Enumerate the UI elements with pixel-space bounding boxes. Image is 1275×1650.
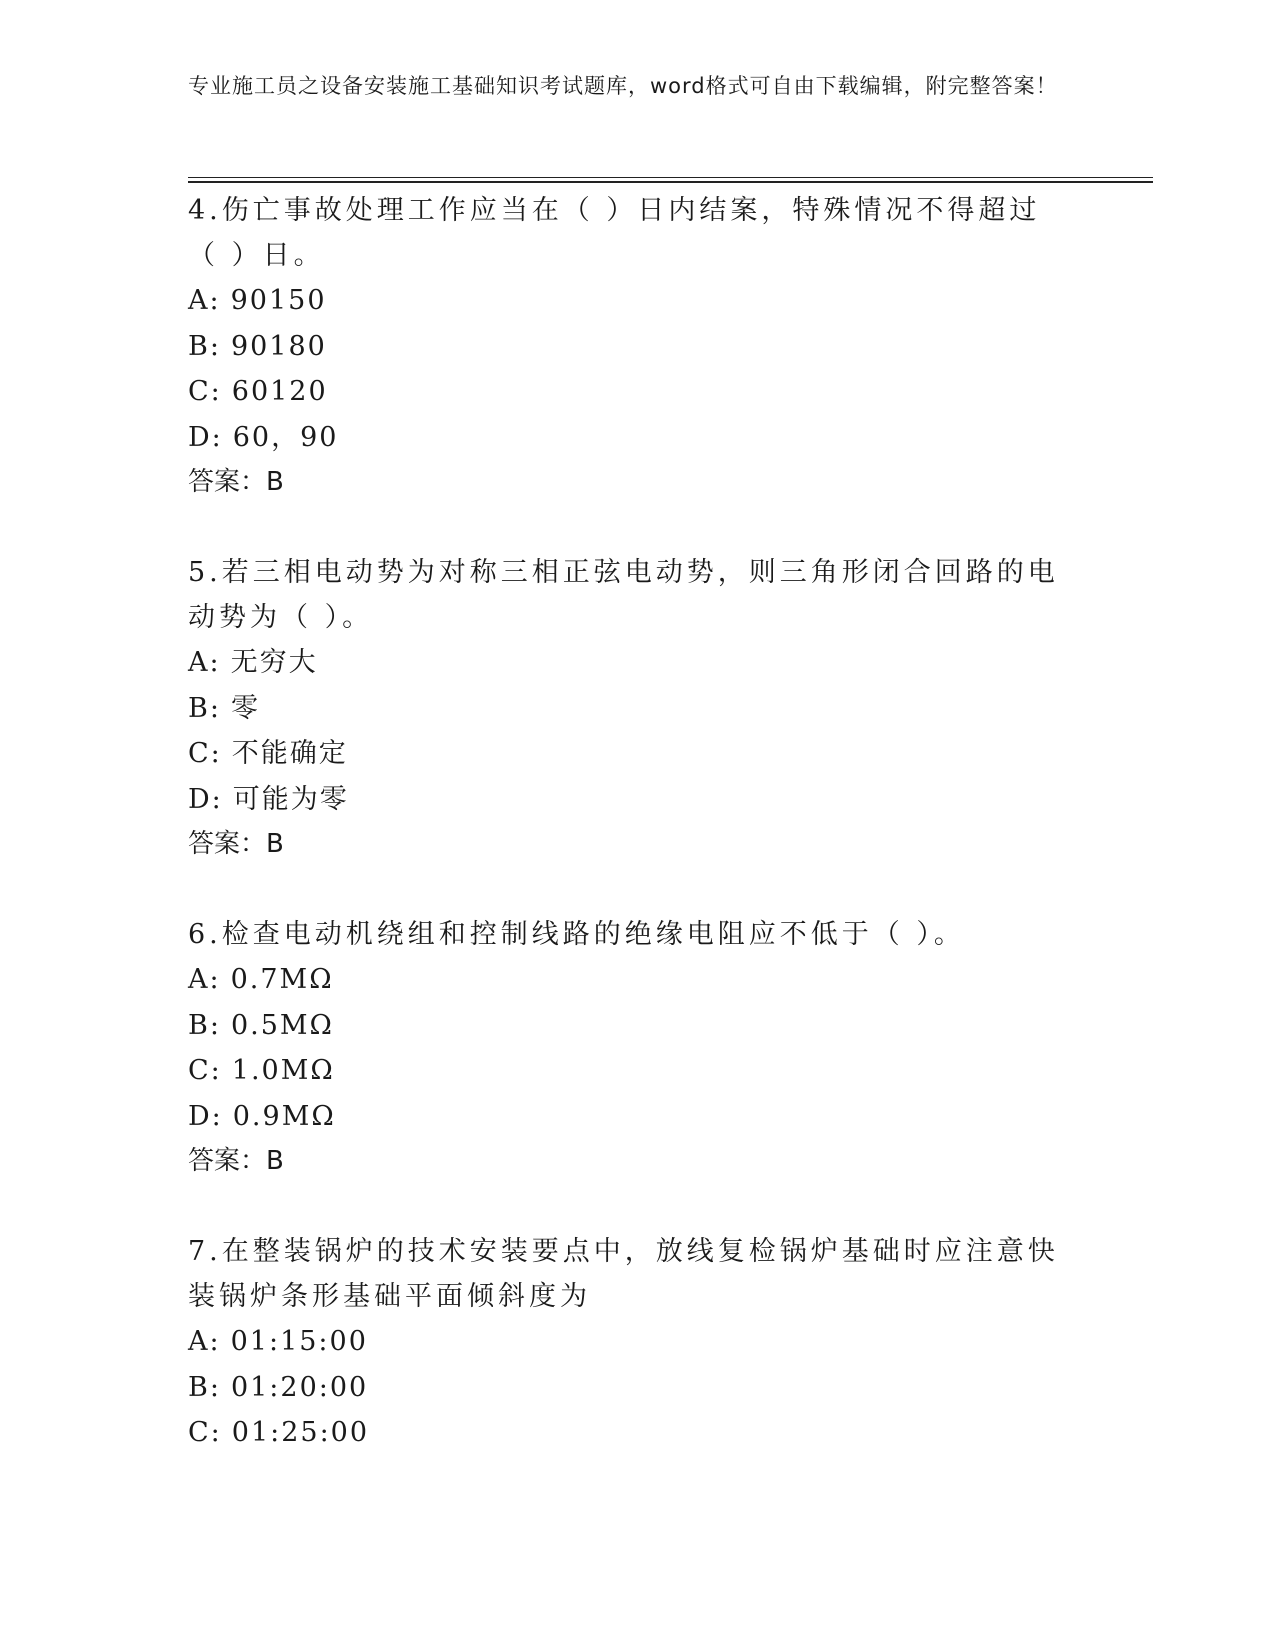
option-d: [188, 415, 1068, 461]
option-key: D:: [188, 1100, 223, 1132]
question-stem: 7.在整装锅炉的技术安装要点中，放线复检锅炉基础时应注意快装锅炉条形基础平面倾斜度为: [188, 1236, 1059, 1312]
answer-line: 答案：B: [188, 1146, 284, 1176]
document-title: 专业施工员之设备安装施工基础知识考试题库，word格式可自由下载编辑，附完整答案！: [188, 74, 1058, 98]
option-a: [188, 1319, 1068, 1365]
option-key: A:: [188, 647, 221, 678]
question-stem: 4.伤亡事故处理工作应当在（ ）日内结案，特殊情况不得超过（ ）日。: [188, 195, 1041, 271]
option-a: [188, 278, 1068, 324]
option-key: B:: [188, 330, 221, 362]
option-text: 01:25:00: [231, 1417, 370, 1448]
option-d: [188, 777, 1068, 823]
option-b: [188, 1365, 1068, 1411]
option-key: B:: [188, 692, 221, 724]
question-7: [188, 1229, 1068, 1456]
option-text: 0.9MΩ: [232, 1100, 336, 1132]
question-4: [188, 188, 1068, 505]
option-key: A:: [188, 964, 221, 995]
option-key: C:: [188, 1417, 222, 1448]
option-key: B:: [188, 1009, 221, 1041]
option-c: [188, 1048, 1068, 1094]
option-a: [188, 640, 1068, 686]
option-b: [188, 324, 1068, 370]
question-list: [188, 188, 1068, 1501]
option-key: A:: [188, 285, 221, 316]
answer-line: 答案：B: [188, 467, 284, 497]
option-b: [188, 1003, 1068, 1049]
option-key: D:: [188, 783, 223, 815]
header-divider-thick: [188, 181, 1153, 183]
option-text: 1.0MΩ: [231, 1055, 335, 1086]
option-text: 0.5MΩ: [230, 1009, 334, 1041]
option-text: 0.7MΩ: [230, 964, 334, 995]
question-6: [188, 912, 1068, 1184]
option-text: 90150: [230, 285, 327, 316]
option-text: 90180: [230, 330, 327, 362]
option-key: C:: [188, 376, 222, 407]
option-text: 60120: [231, 376, 328, 407]
answer-line: 答案：B: [188, 829, 284, 859]
option-key: D:: [188, 421, 223, 453]
option-d: [188, 1094, 1068, 1140]
option-text: 可能为零: [232, 783, 349, 815]
option-key: C:: [188, 1055, 222, 1086]
option-c: [188, 1410, 1068, 1456]
option-text: 零: [230, 692, 260, 724]
question-stem: 6.检查电动机绕组和控制线路的绝缘电阻应不低于（ ）。: [188, 919, 965, 950]
question-5: [188, 550, 1068, 867]
option-b: [188, 686, 1068, 732]
option-key: C:: [188, 738, 222, 769]
option-key: B:: [188, 1371, 221, 1403]
header-divider-thin: [188, 177, 1153, 178]
option-c: [188, 369, 1068, 415]
option-c: [188, 731, 1068, 777]
option-text: 不能确定: [231, 738, 348, 769]
option-text: 01:20:00: [230, 1371, 369, 1403]
option-text: 无穷大: [230, 647, 318, 678]
option-a: [188, 957, 1068, 1003]
question-stem: 5.若三相电动势为对称三相正弦电动势，则三角形闭合回路的电动势为（ ）。: [188, 557, 1059, 633]
option-text: 60，90: [232, 421, 339, 453]
option-key: A:: [188, 1326, 221, 1357]
option-text: 01:15:00: [230, 1326, 368, 1357]
